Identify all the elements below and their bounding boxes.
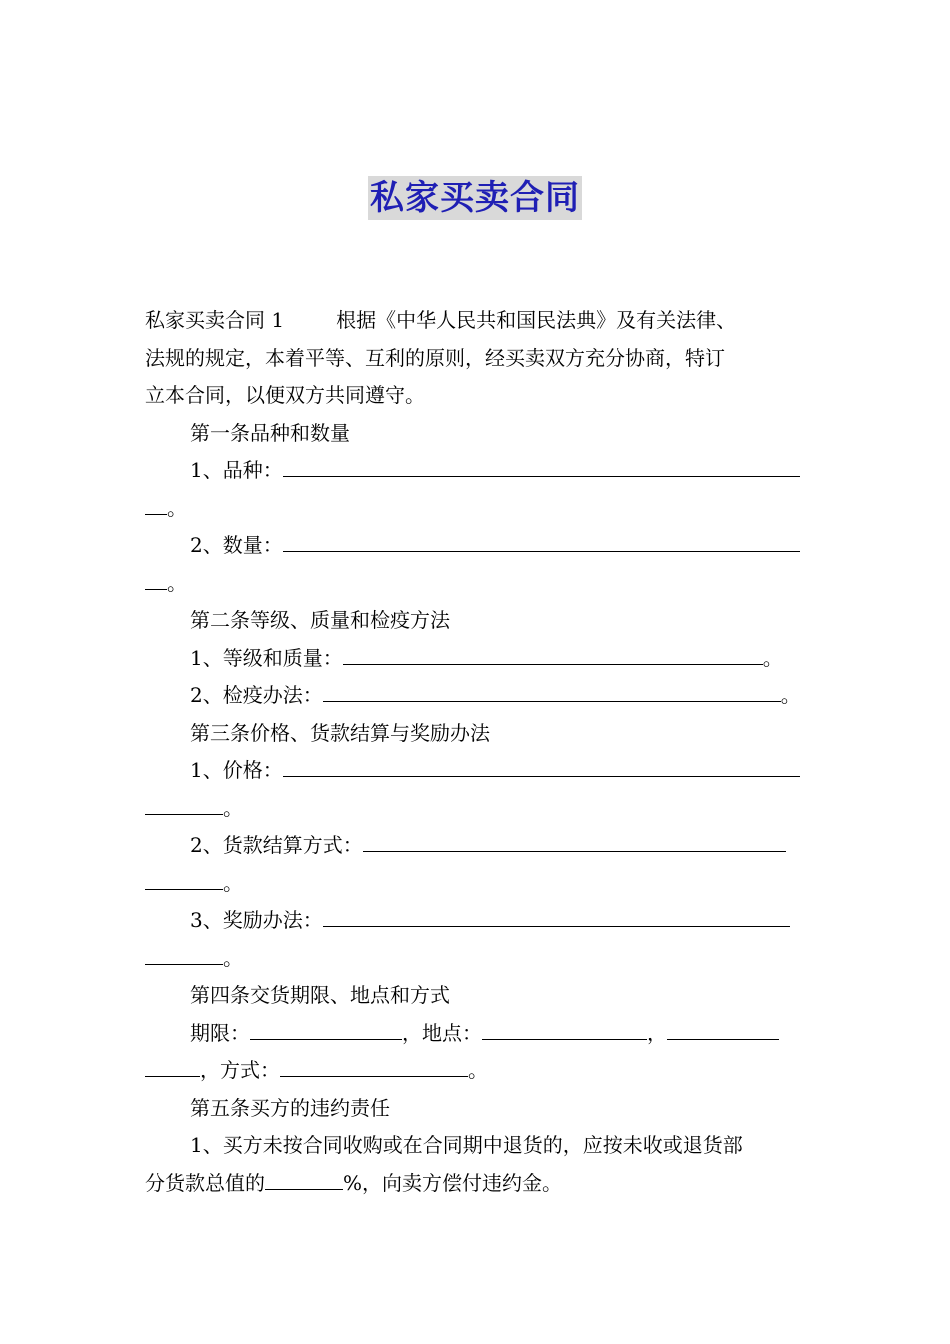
delivery-method-label: ，方式： bbox=[200, 1058, 280, 1082]
variety-blank-cont[interactable] bbox=[145, 492, 167, 515]
article-1-item-1-cont bbox=[145, 490, 807, 528]
article-1-item-2 bbox=[145, 527, 807, 565]
delivery-extra-blank-cont[interactable] bbox=[145, 1054, 200, 1077]
settlement-label: 2、货款结算方式： bbox=[190, 833, 363, 857]
article-2-title: 第二条等级、质量和检疫方法 bbox=[190, 608, 450, 632]
variety-label: 1、品种： bbox=[190, 458, 283, 482]
reward-blank[interactable] bbox=[323, 904, 790, 927]
article-3-item-1 bbox=[145, 752, 807, 790]
article-3-item-2-cont bbox=[145, 865, 807, 903]
article-1-item-2-cont bbox=[145, 565, 807, 603]
article-5-item-1-line-1: 1、买方未按合同收购或在合同期中退货的，应按未收或退货部 bbox=[190, 1133, 743, 1157]
period-mark: 。 bbox=[223, 945, 243, 970]
delivery-extra-blank[interactable] bbox=[667, 1017, 779, 1040]
price-blank-cont[interactable] bbox=[145, 792, 223, 815]
settlement-blank[interactable] bbox=[363, 829, 786, 852]
grade-quality-label: 1、等级和质量： bbox=[190, 645, 343, 670]
grade-quality-blank[interactable] bbox=[343, 642, 763, 665]
title-wrap bbox=[0, 176, 950, 220]
period-mark: 。 bbox=[167, 495, 187, 520]
article-1-title: 第一条品种和数量 bbox=[190, 420, 350, 445]
period-mark: 。 bbox=[780, 683, 801, 707]
variety-blank[interactable] bbox=[283, 454, 800, 477]
delivery-method-blank[interactable] bbox=[280, 1054, 468, 1077]
quantity-blank[interactable] bbox=[283, 529, 800, 552]
article-2-item-1 bbox=[145, 640, 807, 678]
period-mark: 。 bbox=[223, 870, 243, 895]
delivery-place-label: ，地点： bbox=[402, 1020, 482, 1045]
article-3-item-2 bbox=[145, 827, 807, 865]
article-5-item-1-line-2 bbox=[145, 1165, 807, 1203]
price-label: 1、价格： bbox=[190, 758, 283, 782]
penalty-suffix: %，向卖方偿付违约金。 bbox=[343, 1170, 563, 1195]
period-mark: 。 bbox=[762, 645, 783, 670]
article-3-item-3 bbox=[145, 902, 807, 940]
reward-label: 3、奖励办法： bbox=[190, 908, 323, 932]
article-4-line-2 bbox=[145, 1052, 807, 1090]
quantity-blank-cont[interactable] bbox=[145, 567, 167, 590]
intro-heading: 私家买卖合同 1 bbox=[145, 308, 285, 332]
intro-line-3: 立本合同，以便双方共同遵守。 bbox=[145, 383, 425, 407]
period-mark: 。 bbox=[468, 1058, 488, 1082]
price-blank[interactable] bbox=[283, 754, 800, 777]
penalty-percent-blank[interactable] bbox=[265, 1167, 343, 1190]
article-3-title: 第三条价格、货款结算与奖励办法 bbox=[190, 720, 490, 745]
article-5-title: 第五条买方的违约责任 bbox=[190, 1095, 390, 1120]
period-mark: 。 bbox=[167, 570, 187, 595]
article-2-item-2 bbox=[145, 677, 807, 715]
delivery-comma: ， bbox=[647, 1020, 667, 1045]
article-4-title: 第四条交货期限、地点和方式 bbox=[190, 983, 450, 1007]
quantity-label: 2、数量： bbox=[190, 533, 283, 557]
delivery-period-label: 期限： bbox=[190, 1020, 250, 1045]
settlement-blank-cont[interactable] bbox=[145, 867, 223, 890]
period-mark: 。 bbox=[223, 795, 243, 820]
document-title: 私家买卖合同 bbox=[370, 178, 580, 218]
intro-line-2: 法规的规定，本着平等、互利的原则，经买卖双方充分协商，特订 bbox=[145, 345, 725, 370]
document-body bbox=[145, 302, 807, 1202]
delivery-period-blank[interactable] bbox=[250, 1017, 402, 1040]
intro-line-1 bbox=[145, 302, 807, 340]
reward-blank-cont[interactable] bbox=[145, 942, 223, 965]
penalty-prefix: 分货款总值的 bbox=[145, 1170, 265, 1195]
article-3-item-1-cont bbox=[145, 790, 807, 828]
quarantine-blank[interactable] bbox=[323, 679, 781, 702]
intro-text-1: 根据《中华人民共和国民法典》及有关法律、 bbox=[336, 308, 737, 332]
quarantine-label: 2、检疫办法： bbox=[190, 683, 323, 707]
article-3-item-3-cont bbox=[145, 940, 807, 978]
delivery-place-blank[interactable] bbox=[482, 1017, 647, 1040]
article-4-line-1 bbox=[145, 1015, 807, 1053]
article-1-item-1 bbox=[145, 452, 807, 490]
